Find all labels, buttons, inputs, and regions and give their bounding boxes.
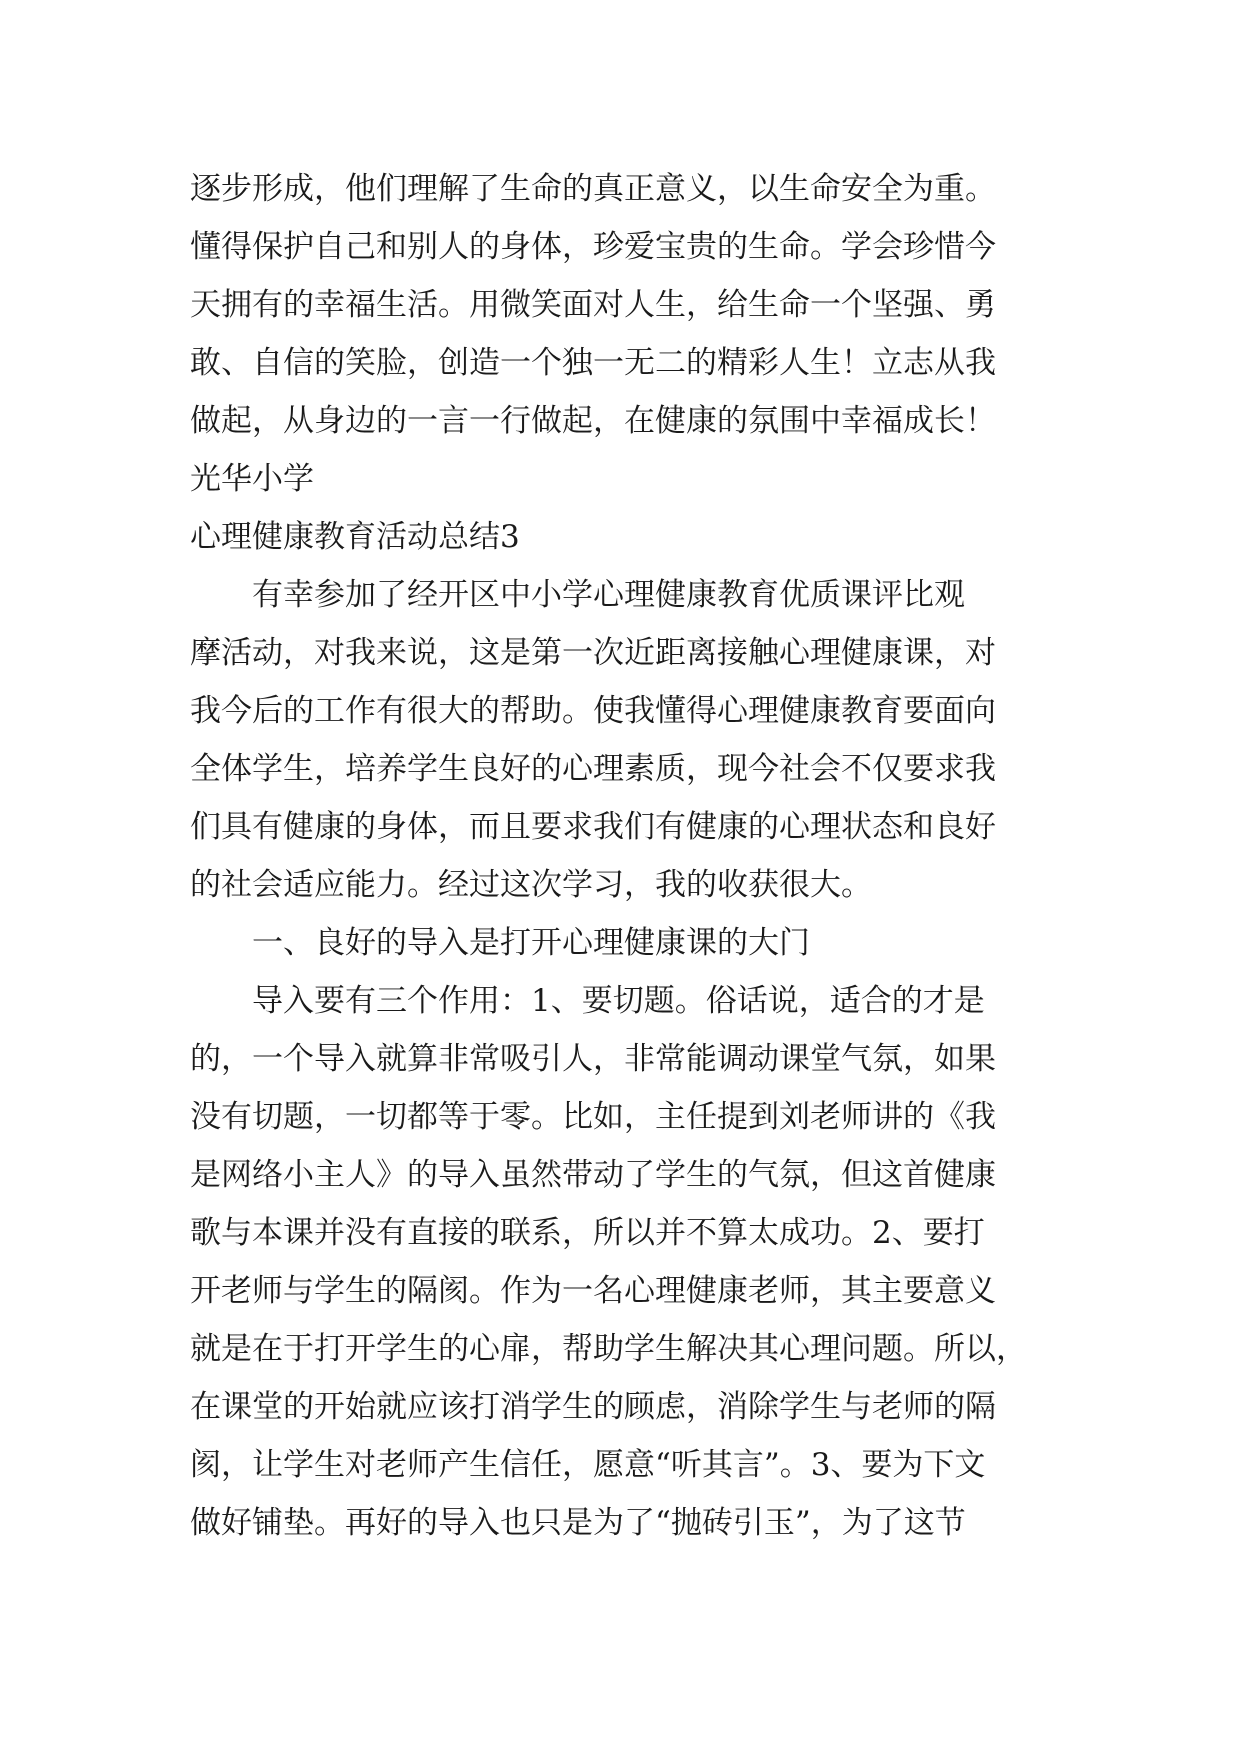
text-line: 的社会适应能力。经过这次学习，我的收获很大。 <box>190 867 872 903</box>
text-line: 敢、自信的笑脸，创造一个独一无二的精彩人生！立志从我 <box>190 345 996 381</box>
text-line: 在课堂的开始就应该打消学生的顾虑，消除学生与老师的隔 <box>190 1389 996 1425</box>
text-line: 歌与本课并没有直接的联系，所以并不算太成功。2、要打 <box>190 1215 985 1251</box>
text-line: 我今后的工作有很大的帮助。使我懂得心理健康教育要面向 <box>190 693 996 729</box>
text-line: 懂得保护自己和别人的身体，珍爱宝贵的生命。学会珍惜今 <box>190 229 996 265</box>
signature-line: 光华小学 <box>190 461 314 497</box>
text-line: 开老师与学生的隔阂。作为一名心理健康老师，其主要意义 <box>190 1273 996 1309</box>
text-line: 做起，从身边的一言一行做起，在健康的氛围中幸福成长！ <box>190 403 996 439</box>
text-line: 的，一个导入就算非常吸引人，非常能调动课堂气氛，如果 <box>190 1041 996 1077</box>
subsection-heading: 一、良好的导入是打开心理健康课的大门 <box>190 925 810 961</box>
section-title: 心理健康教育活动总结3 <box>190 519 520 555</box>
text-line: 逐步形成，他们理解了生命的真正意义，以生命安全为重。 <box>190 171 996 207</box>
text-line: 摩活动，对我来说，这是第一次近距离接触心理健康课，对 <box>190 635 996 671</box>
document-body <box>190 160 1060 1552</box>
text-line: 阂，让学生对老师产生信任，愿意“听其言”。3、要为下文 <box>190 1447 986 1483</box>
text-line: 有幸参加了经开区中小学心理健康教育优质课评比观 <box>190 577 965 613</box>
text-line: 导入要有三个作用：1、要切题。俗话说，适合的才是 <box>190 983 985 1019</box>
text-line: 是网络小主人》的导入虽然带动了学生的气氛，但这首健康 <box>190 1157 996 1193</box>
text-line: 做好铺垫。再好的导入也只是为了“抛砖引玉”，为了这节 <box>190 1505 966 1541</box>
text-line: 就是在于打开学生的心扉，帮助学生解决其心理问题。所以， <box>190 1331 1027 1367</box>
text-line: 没有切题，一切都等于零。比如，主任提到刘老师讲的《我 <box>190 1099 996 1135</box>
text-line: 天拥有的幸福生活。用微笑面对人生，给生命一个坚强、勇 <box>190 287 996 323</box>
text-line: 全体学生，培养学生良好的心理素质，现今社会不仅要求我 <box>190 751 996 787</box>
text-line: 们具有健康的身体，而且要求我们有健康的心理状态和良好 <box>190 809 996 845</box>
